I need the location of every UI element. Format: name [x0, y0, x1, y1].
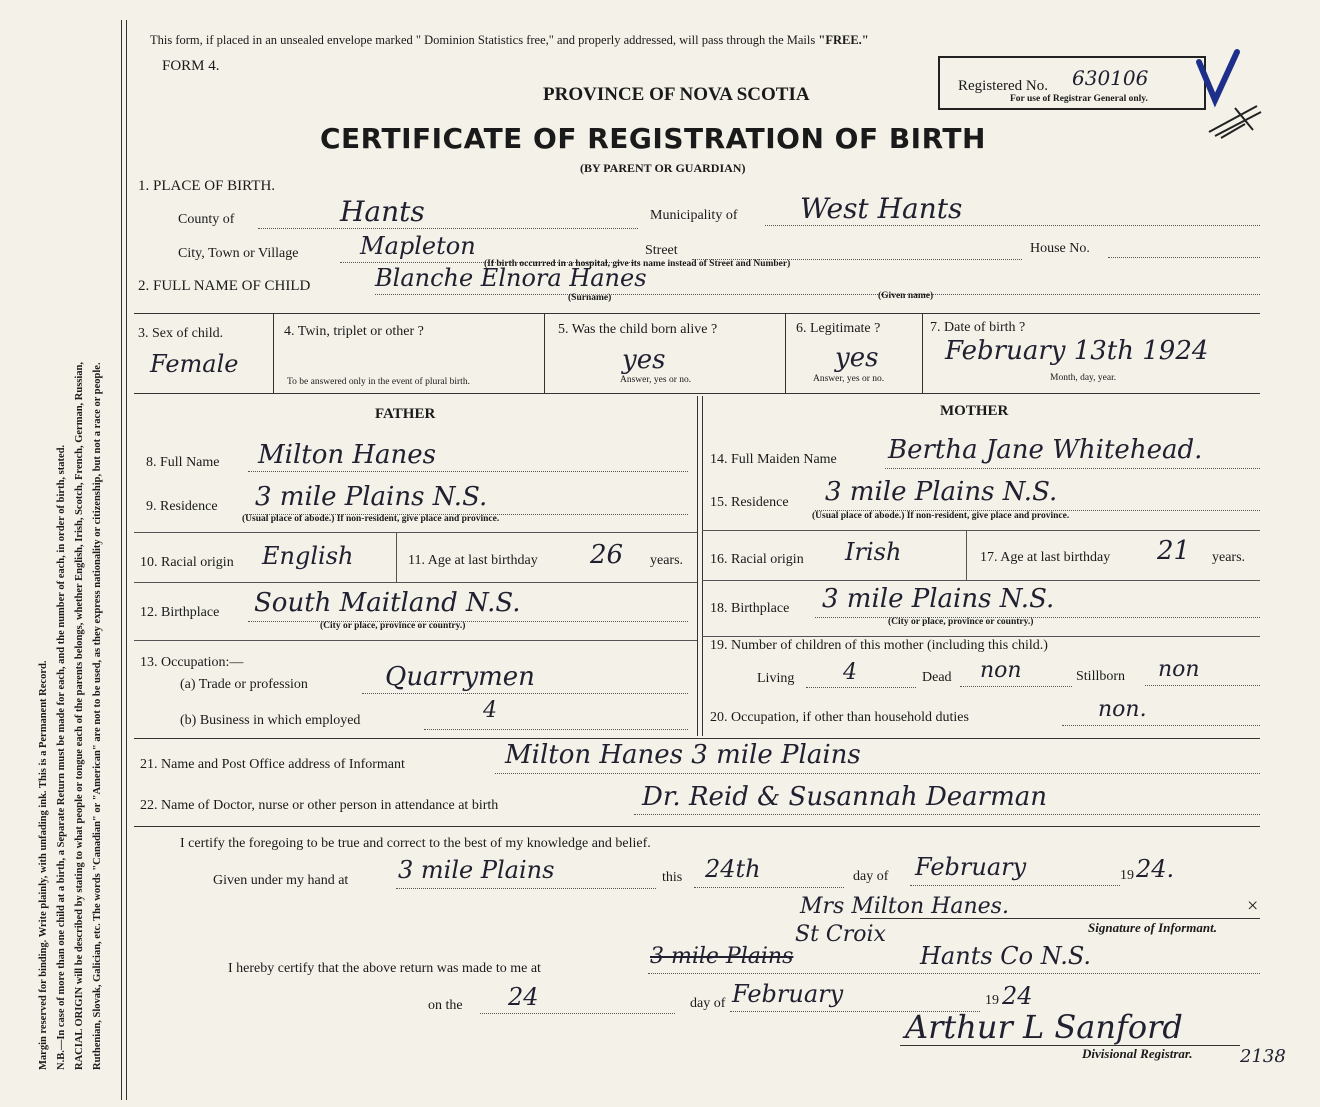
parents-divider-2	[702, 396, 703, 736]
margin-note-2: N.B.—In case of more than one child at a birth, a Separate Return must be made for each, and the number of each, in order of birth, stated.	[56, 444, 67, 1070]
legit-value: yes	[835, 343, 879, 373]
mother-age-value: 21	[1157, 536, 1191, 566]
mother-name-line	[885, 468, 1260, 469]
alive-label: 5. Was the child born alive ?	[558, 322, 718, 337]
county-value: Hants	[340, 195, 425, 228]
place-of-birth-heading: 1. PLACE OF BIRTH.	[138, 178, 276, 194]
city-value: Mapleton	[360, 232, 476, 260]
day-of-label: day of	[853, 869, 889, 884]
registrar-signature: Arthur L Sanford	[905, 1008, 1183, 1046]
informant-signature: Mrs Milton Hanes.	[800, 894, 1009, 919]
father-race-bottom	[134, 582, 697, 583]
father-name-line	[248, 471, 688, 472]
registration-place-line	[648, 973, 1260, 974]
county-line	[258, 228, 638, 229]
row3-divider-2	[544, 313, 545, 393]
row3-bottom-border	[134, 393, 1260, 394]
father-bp-value: South Maitland N.S.	[254, 588, 521, 618]
date-label: 7. Date of birth ?	[930, 320, 1026, 335]
mother-res-value: 3 mile Plains N.S.	[825, 477, 1058, 507]
living-value: 4	[843, 660, 857, 685]
legit-note: Answer, yes or no.	[813, 374, 885, 384]
doctor-value: Dr. Reid & Susannah Dearman	[642, 782, 1048, 812]
registration-year: 24	[1002, 982, 1033, 1010]
row3-divider-4	[922, 313, 923, 393]
county-label: County of	[178, 212, 235, 227]
registrar-code: 2138	[1240, 1046, 1286, 1067]
registrar-statement: I hereby certify that the above return was made to me at	[228, 961, 541, 976]
father-age-value: 26	[590, 540, 624, 570]
hospital-note: (If birth occurred in a hospital, give its name instead of Street and Number)	[484, 259, 791, 269]
child-name-line	[375, 294, 1260, 295]
informant-sig-line	[860, 918, 1260, 919]
province-heading: PROVINCE OF NOVA SCOTIA	[543, 84, 810, 105]
child-name-value: Blanche Elnora Hanes	[375, 264, 647, 292]
margin-note-4: Ruthenian, Slovak, Galician, etc. The words "Canadian" or "American" are not to be used, as they express nationality or citizenship, but not a race or people.	[92, 362, 103, 1070]
father-race-top	[134, 532, 697, 533]
father-biz-value: 4	[483, 698, 497, 723]
father-bp-note: (City or place, province or country.)	[320, 621, 466, 631]
father-heading: FATHER	[375, 406, 436, 422]
given-place-line	[396, 888, 656, 889]
row3-divider-1	[273, 313, 274, 393]
child-name-label: 2. FULL NAME OF CHILD	[138, 278, 311, 294]
given-month: February	[915, 853, 1027, 881]
stamp-mark-icon	[1205, 100, 1265, 140]
registered-number: 630106	[1072, 66, 1149, 90]
father-race-label: 10. Racial origin	[140, 555, 234, 570]
municipality-value: West Hants	[800, 192, 963, 225]
twin-label: 4. Twin, triplet or other ?	[284, 324, 424, 339]
registration-year-prefix: 19	[985, 993, 999, 1008]
given-day-line	[694, 887, 844, 888]
registrar-note: For use of Registrar General only.	[1010, 94, 1148, 104]
row3-divider-3	[785, 313, 786, 393]
check-mark-icon	[1195, 48, 1245, 108]
year-prefix: 19	[1120, 868, 1134, 883]
inserted-place: St Croix	[795, 922, 886, 947]
mother-race-top	[702, 530, 1260, 531]
mother-bp-note: (City or place, province or country.)	[888, 617, 1034, 627]
father-age-label: 11. Age at last birthday	[408, 553, 538, 568]
mother-name-label: 14. Full Maiden Name	[710, 452, 837, 467]
registration-place: Hants Co N.S.	[920, 942, 1092, 970]
margin-note-1: Margin reserved for binding. Write plainly, with unfading ink. This is a Permanent Record.	[38, 660, 49, 1070]
father-age-unit: years.	[650, 553, 684, 568]
father-race-divider	[396, 532, 397, 582]
sex-label: 3. Sex of child.	[138, 326, 224, 341]
informant-label: 21. Name and Post Office address of Informant	[140, 757, 405, 772]
informant-sig-label: Signature of Informant.	[1088, 920, 1217, 935]
mother-res-note: (Usual place of abode.) If non-resident, give place and province.	[812, 511, 1070, 521]
mother-bp-label: 18. Birthplace	[710, 601, 790, 616]
father-res-value: 3 mile Plains N.S.	[255, 482, 488, 512]
parents-divider	[697, 396, 698, 736]
mother-occ-value: non.	[1098, 697, 1147, 722]
sex-value: Female	[150, 350, 239, 378]
doctor-line	[634, 814, 1260, 815]
certify-statement: I certify the foregoing to be true and correct to the best of my knowledge and belief.	[180, 836, 651, 851]
alive-value: yes	[622, 345, 666, 375]
surname-note: (Surname)	[568, 293, 612, 303]
living-line	[806, 687, 916, 688]
given-label: Given under my hand at	[213, 873, 349, 888]
street-label: Street	[645, 243, 678, 258]
mother-bp-value: 3 mile Plains N.S.	[822, 584, 1055, 614]
margin-border-inner	[126, 20, 127, 1100]
given-place: 3 mile Plains	[398, 856, 555, 884]
informant-top-border	[134, 738, 1260, 739]
father-bp-line	[248, 621, 688, 622]
house-label: House No.	[1030, 241, 1090, 256]
mother-occ-label: 20. Occupation, if other than household duties	[710, 710, 969, 725]
city-label: City, Town or Village	[178, 246, 299, 261]
living-label: Living	[757, 671, 795, 686]
informant-value: Milton Hanes 3 mile Plains	[505, 740, 861, 770]
mail-notice-free: "FREE."	[818, 33, 869, 47]
given-day: 24th	[705, 855, 761, 883]
mother-bp-line	[815, 617, 1260, 618]
margin-note-3: RACIAL ORIGIN will be described by stating to what people or tongue each of the parents belongs, whether English, Irish, Scotch, French, German, Russian,	[74, 361, 85, 1070]
mother-res-label: 15. Residence	[710, 495, 789, 510]
father-biz-line	[424, 729, 688, 730]
signature-x-mark: ×	[1247, 895, 1259, 917]
father-trade-label: (a) Trade or profession	[180, 677, 308, 692]
mother-heading: MOTHER	[940, 403, 1009, 419]
registered-label: Registered No.	[958, 78, 1048, 94]
father-race-value: English	[262, 542, 354, 570]
father-res-label: 9. Residence	[146, 499, 218, 514]
alive-note: Answer, yes or no.	[620, 375, 692, 385]
registration-day-line	[480, 1013, 675, 1014]
father-name-label: 8. Full Name	[146, 455, 220, 470]
dead-value: non	[980, 658, 1022, 683]
registration-day-of: day of	[690, 996, 726, 1011]
father-trade-value: Quarrymen	[385, 662, 535, 692]
mother-age-unit: years.	[1212, 550, 1246, 565]
registered-box	[938, 56, 1206, 110]
municipality-label: Municipality of	[650, 208, 738, 223]
this-label: this	[662, 870, 683, 885]
certify-top-border	[134, 826, 1260, 827]
row3-top-border	[134, 313, 1260, 314]
registration-month: February	[732, 980, 844, 1008]
mail-notice	[150, 33, 869, 48]
house-line	[1108, 257, 1260, 258]
father-bp-label: 12. Birthplace	[140, 605, 220, 620]
father-occ-top	[134, 640, 697, 641]
on-the-label: on the	[428, 998, 463, 1013]
father-biz-label: (b) Business in which employed	[180, 713, 361, 728]
legit-label: 6. Legitimate ?	[796, 321, 881, 336]
given-name-note: (Given name)	[878, 291, 934, 301]
registration-day: 24	[508, 983, 539, 1011]
father-res-note: (Usual place of abode.) If non-resident, give place and province.	[242, 514, 500, 524]
mother-age-label: 17. Age at last birthday	[980, 550, 1111, 565]
registrar-label: Divisional Registrar.	[1082, 1046, 1193, 1061]
date-note: Month, day, year.	[1050, 373, 1117, 383]
twin-note: To be answered only in the event of plural birth.	[287, 377, 470, 387]
mother-race-bottom	[702, 580, 1260, 581]
form-number: FORM 4.	[162, 58, 220, 74]
mail-notice-text: This form, if placed in an unsealed envelope marked " Dominion Statistics free," and properly addressed, will pass through the Mails	[150, 33, 816, 47]
given-month-line	[910, 885, 1120, 886]
stillborn-line	[1145, 685, 1260, 686]
doctor-label: 22. Name of Doctor, nurse or other person in attendance at birth	[140, 798, 499, 813]
mother-race-value: Irish	[845, 538, 902, 566]
dead-line	[960, 686, 1072, 687]
father-name-value: Milton Hanes	[258, 440, 437, 470]
father-occ-label: 13. Occupation:—	[140, 655, 244, 670]
dead-label: Dead	[922, 670, 952, 685]
municipality-line	[765, 225, 1260, 226]
date-value: February 13th 1924	[945, 336, 1209, 366]
mother-occ-line	[1062, 725, 1260, 726]
margin-border	[121, 20, 122, 1100]
certificate-title: CERTIFICATE OF REGISTRATION OF BIRTH	[320, 122, 986, 155]
certificate-subtitle: (BY PARENT OR GUARDIAN)	[580, 161, 746, 175]
father-trade-line	[362, 693, 688, 694]
children-count-label: 19. Number of children of this mother (including this child.)	[710, 638, 1048, 653]
mother-race-divider	[966, 530, 967, 580]
mother-race-label: 16. Racial origin	[710, 552, 804, 567]
stillborn-value: non	[1158, 657, 1200, 682]
struck-place: 3 mile Plains	[650, 944, 794, 969]
informant-line	[495, 773, 1260, 774]
mother-name-value: Bertha Jane Whitehead.	[888, 435, 1203, 465]
given-year: 24.	[1136, 855, 1175, 883]
stillborn-label: Stillborn	[1076, 669, 1126, 684]
mother-children-top	[702, 636, 1260, 637]
